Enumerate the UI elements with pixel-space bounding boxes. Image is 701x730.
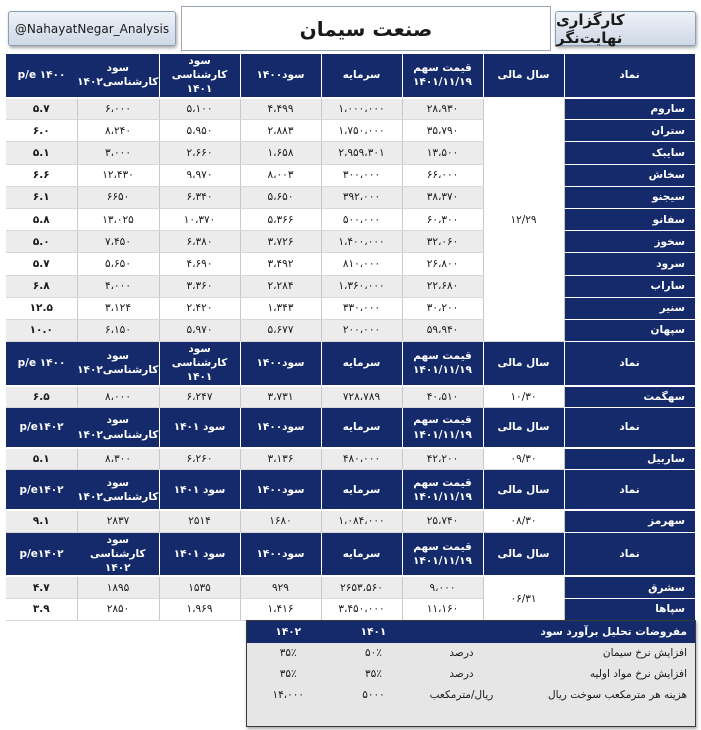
symbol-cell: سپهان [564,319,695,341]
handle-badge: @NahayatNegar_Analysis [8,11,176,46]
profit-1402-cell: ۱۸۹۵ [77,576,159,598]
table-row [6,142,695,164]
cement-stocks-table [6,54,696,621]
top-bar [0,0,701,56]
profit-1400-cell: ۱۶۸۰ [240,510,321,532]
fiscal-year-header: سال مالی [483,54,564,98]
profit-1400-cell: ۲،۲۸۴ [240,275,321,297]
fiscal-year-cell: ۱۰/۳۰ [483,386,564,408]
profit-1402-cell: ۱۲،۴۳۰ [77,164,159,186]
capital-cell: ۱،۷۵۰،۰۰۰ [321,120,402,142]
pe-cell: ۵.۸ [6,208,77,230]
profit-1400-cell: ۱،۶۵۸ [240,142,321,164]
capital-cell: ۸۱۰،۰۰۰ [321,253,402,275]
table-row [6,510,695,532]
pe-cell: ۶.۶ [6,164,77,186]
capital-cell: ۳،۴۵۰،۰۰۰ [321,598,402,620]
price-cell: ۶۶،۰۰۰ [402,164,483,186]
profit-1401-cell: ۱،۹۶۹ [159,598,240,620]
price-cell: ۵۹،۹۴۰ [402,319,483,341]
pe-header: p/e۱۴۰۲ [6,532,77,576]
pe-cell: ۵.۷ [6,253,77,275]
pe-cell: ۴.۷ [6,576,77,598]
profit-1401-header: سود کارشناسی ۱۴۰۱ [159,54,240,98]
price-header: قیمت سهم ۱۴۰۱/۱۱/۱۹ [402,342,483,386]
symbol-cell: سرود [564,253,695,275]
symbol-cell: ساراب [564,275,695,297]
profit-1401-cell: ۶،۳۸۰ [159,231,240,253]
symbol-header: نماد [564,54,695,98]
profit-1401-header: سود ۱۴۰۱ [159,408,240,448]
fiscal-year-cell: ۰۹/۳۰ [483,448,564,470]
symbol-header: نماد [564,408,695,448]
symbol-cell: سنیر [564,297,695,319]
symbol-header: نماد [564,532,695,576]
symbol-cell: ساروم [564,98,695,120]
assumptions-col-1402: ۱۴۰۲ [247,621,330,643]
profit-1402-header: سود کارشناسی۱۴۰۲ [77,54,159,98]
price-header: قیمت سهم ۱۴۰۱/۱۱/۱۹ [402,408,483,448]
profit-1400-header: سود۱۴۰۰ [240,54,321,98]
fiscal-year-cell: ۰۶/۳۱ [483,576,564,620]
fiscal-year-cell: ۰۸/۳۰ [483,510,564,532]
profit-1402-cell: ۸،۰۰۰ [77,386,159,408]
profit-1400-cell: ۵،۳۶۶ [240,208,321,230]
price-cell: ۲۵،۷۴۰ [402,510,483,532]
profit-1401-cell: ۶،۲۶۰ [159,448,240,470]
assumption-1402: ۳۵٪ [279,647,297,659]
profit-1400-cell: ۴،۴۹۹ [240,98,321,120]
profit-1401-cell: ۶،۲۴۷ [159,386,240,408]
capital-cell: ۲۰۰،۰۰۰ [321,319,402,341]
capital-cell: ۴۸۰،۰۰۰ [321,448,402,470]
pe-cell: ۵.۰ [6,231,77,253]
profit-1402-cell: ۲۸۳۷ [77,510,159,532]
assumption-1401: ۵۰٪ [365,647,382,659]
pe-header: p/e۱۴۰۲ [6,408,77,448]
table-row [6,208,695,230]
profit-1400-cell: ۳،۷۳۱ [240,386,321,408]
profit-1402-cell: ۵،۶۵۰ [77,253,159,275]
section-header-row [6,470,695,510]
price-header: قیمت سهم ۱۴۰۱/۱۱/۱۹ [402,532,483,576]
pe-cell: ۱۲.۵ [6,297,77,319]
profit-1401-cell: ۳،۳۶۰ [159,275,240,297]
profit-1400-header: سود۱۴۰۰ [240,470,321,510]
table-row [6,598,695,620]
symbol-header: نماد [564,342,695,386]
pe-cell: ۵.۷ [6,98,77,120]
assumption-row [247,643,696,664]
symbol-cell: سخاش [564,164,695,186]
assumption-label: افزایش نرخ سیمان [602,647,687,659]
profit-1402-cell: ۲۸۵۰ [77,598,159,620]
profit-1401-cell: ۵،۱۰۰ [159,98,240,120]
profit-1400-cell: ۲،۸۸۳ [240,120,321,142]
section-header-row [6,342,695,386]
fiscal-year-header: سال مالی [483,470,564,510]
profit-1402-cell: ۷،۴۵۰ [77,231,159,253]
pe-header: p/e ۱۴۰۰ [6,54,77,98]
profit-1401-cell: ۲۵۱۴ [159,510,240,532]
profit-1402-cell: ۶۶۵۰ [77,186,159,208]
price-cell: ۳۲،۰۶۰ [402,231,483,253]
assumption-unit: درصد [449,647,474,659]
profit-1400-cell: ۵،۶۷۷ [240,319,321,341]
price-cell: ۱۱،۱۶۰ [402,598,483,620]
profit-1402-cell: ۶،۱۵۰ [77,319,159,341]
symbol-cell: ساربیل [564,448,695,470]
table-row [6,576,695,598]
capital-cell: ۲۶۵۳،۵۶۰ [321,576,402,598]
capital-cell: ۱،۰۰۰،۰۰۰ [321,98,402,120]
pe-cell: ۶.۰ [6,120,77,142]
section-header-row [6,408,695,448]
profit-1401-cell: ۲،۴۲۰ [159,297,240,319]
symbol-cell: سهگمت [564,386,695,408]
symbol-cell: سپاها [564,598,695,620]
assumptions-col-1401: ۱۴۰۱ [330,621,418,643]
section-header-row [6,54,695,98]
table-row [6,275,695,297]
pe-cell: ۳.۹ [6,598,77,620]
profit-1400-header: سود۱۴۰۰ [240,342,321,386]
price-cell: ۲۲،۶۸۰ [402,275,483,297]
profit-1400-cell: ۳،۴۹۲ [240,253,321,275]
assumption-row [247,685,696,706]
profit-1401-header: سود کارشناسی ۱۴۰۱ [159,342,240,386]
capital-header: سرمایه [321,408,402,448]
assumptions-unit-header [418,621,506,643]
price-cell: ۹،۰۰۰ [402,576,483,598]
profit-1401-cell: ۴،۶۹۰ [159,253,240,275]
assumption-spacer-row [247,706,696,727]
table-row [6,253,695,275]
price-cell: ۲۶،۸۰۰ [402,253,483,275]
price-cell: ۲۸،۹۳۰ [402,98,483,120]
symbol-header: نماد [564,470,695,510]
table-row [6,120,695,142]
capital-cell: ۳۰۰،۰۰۰ [321,164,402,186]
assumption-unit: ریال/مترمکعب [429,689,494,701]
table-row [6,231,695,253]
capital-cell: ۱،۴۰۰،۰۰۰ [321,231,402,253]
table-row [6,297,695,319]
profit-1401-cell: ۵،۹۷۰ [159,319,240,341]
capital-header: سرمایه [321,54,402,98]
price-cell: ۴۰،۵۱۰ [402,386,483,408]
price-header: قیمت سهم ۱۴۰۱/۱۱/۱۹ [402,470,483,510]
table-row [6,186,695,208]
price-cell: ۱۳،۵۰۰ [402,142,483,164]
assumption-1402: ۱۴،۰۰۰ [272,689,305,701]
profit-1402-header: سود کارشناسی۱۴۰۲ [77,408,159,448]
symbol-cell: سایبک [564,142,695,164]
assumptions-header [247,621,696,643]
profit-1402-cell: ۳،۰۰۰ [77,142,159,164]
symbol-cell: سفانو [564,208,695,230]
assumption-unit: درصد [449,668,474,680]
brand-badge: کارگزاری نهایت‌نگر [555,11,696,46]
profit-1401-header: سود ۱۴۰۱ [159,470,240,510]
profit-1400-cell: ۳،۷۲۶ [240,231,321,253]
fiscal-year-cell: ۱۲/۲۹ [483,98,564,342]
pe-header: p/e۱۴۰۲ [6,470,77,510]
price-cell: ۶۰،۳۰۰ [402,208,483,230]
capital-cell: ۱،۰۸۴،۰۰۰ [321,510,402,532]
fiscal-year-header: سال مالی [483,532,564,576]
profit-1401-cell: ۵،۹۵۰ [159,120,240,142]
capital-header: سرمایه [321,470,402,510]
profit-1402-cell: ۳،۱۲۴ [77,297,159,319]
profit-1402-header: سود کارشناسی۱۴۰۲ [77,470,159,510]
assumptions-table [246,620,696,727]
assumption-1401: ۵۰۰۰ [362,689,385,701]
profit-1402-header: سود کارشناسی۱۴۰۲ [77,342,159,386]
profit-1402-cell: ۸،۲۴۰ [77,120,159,142]
table-row [6,448,695,470]
assumption-label: هزینه هر مترمکعب سوخت ریال [548,689,687,701]
table-row [6,386,695,408]
profit-1400-cell: ۱،۳۴۳ [240,297,321,319]
pe-cell: ۶.۵ [6,386,77,408]
profit-1402-cell: ۶،۰۰۰ [77,98,159,120]
assumption-row [247,664,696,685]
assumption-1402: ۳۵٪ [279,668,297,680]
pe-cell: ۵.۱ [6,448,77,470]
capital-header: سرمایه [321,342,402,386]
page-title: صنعت سیمان [181,6,551,51]
price-cell: ۳۵،۷۹۰ [402,120,483,142]
section-header-row [6,532,695,576]
pe-cell: ۶.۸ [6,275,77,297]
profit-1401-cell: ۱۵۳۵ [159,576,240,598]
pe-cell: ۱۰.۰ [6,319,77,341]
profit-1400-cell: ۱،۴۱۶ [240,598,321,620]
symbol-cell: سشرق [564,576,695,598]
capital-cell: ۱،۳۶۰،۰۰۰ [321,275,402,297]
profit-1402-header: سود کارشناسی ۱۴۰۲ [77,532,159,576]
capital-cell: ۵۰۰،۰۰۰ [321,208,402,230]
table-row [6,319,695,341]
fiscal-year-header: سال مالی [483,408,564,448]
price-cell: ۴۲،۲۰۰ [402,448,483,470]
profit-1401-cell: ۲،۶۶۰ [159,142,240,164]
profit-1402-cell: ۴،۰۰۰ [77,275,159,297]
assumptions-title: مفروضات تحلیل برآورد سود [506,621,696,643]
profit-1401-cell: ۶،۳۴۰ [159,186,240,208]
profit-1401-cell: ۱۰،۳۷۰ [159,208,240,230]
capital-cell: ۲،۹۵۹،۳۰۱ [321,142,402,164]
table-row [6,164,695,186]
profit-1402-cell: ۸،۳۰۰ [77,448,159,470]
profit-1402-cell: ۱۳،۰۲۵ [77,208,159,230]
pe-cell: ۶.۱ [6,186,77,208]
price-header: قیمت سهم ۱۴۰۱/۱۱/۱۹ [402,54,483,98]
profit-1401-header: سود ۱۴۰۱ [159,532,240,576]
capital-header: سرمایه [321,532,402,576]
profit-1400-cell: ۹۲۹ [240,576,321,598]
assumption-1401: ۳۵٪ [365,668,382,680]
symbol-cell: ستران [564,120,695,142]
profit-1400-cell: ۵،۶۵۰ [240,186,321,208]
pe-cell: ۹.۱ [6,510,77,532]
capital-cell: ۷۲۸،۷۸۹ [321,386,402,408]
capital-cell: ۳۳۰،۰۰۰ [321,297,402,319]
fiscal-year-header: سال مالی [483,342,564,386]
profit-1400-cell: ۳،۱۳۶ [240,448,321,470]
symbol-cell: سخوز [564,231,695,253]
profit-1400-header: سود۱۴۰۰ [240,532,321,576]
profit-1400-cell: ۸،۰۰۳ [240,164,321,186]
capital-cell: ۳۹۲،۰۰۰ [321,186,402,208]
symbol-cell: سیجنو [564,186,695,208]
assumption-label: افزایش نرخ مواد اولیه [589,668,687,680]
profit-1400-header: سود۱۴۰۰ [240,408,321,448]
table-row [6,98,695,120]
profit-1401-cell: ۹،۹۷۰ [159,164,240,186]
symbol-cell: سهرمز [564,510,695,532]
price-cell: ۳۸،۳۷۰ [402,186,483,208]
pe-cell: ۵.۱ [6,142,77,164]
pe-header: p/e ۱۴۰۰ [6,342,77,386]
price-cell: ۳۰،۲۰۰ [402,297,483,319]
